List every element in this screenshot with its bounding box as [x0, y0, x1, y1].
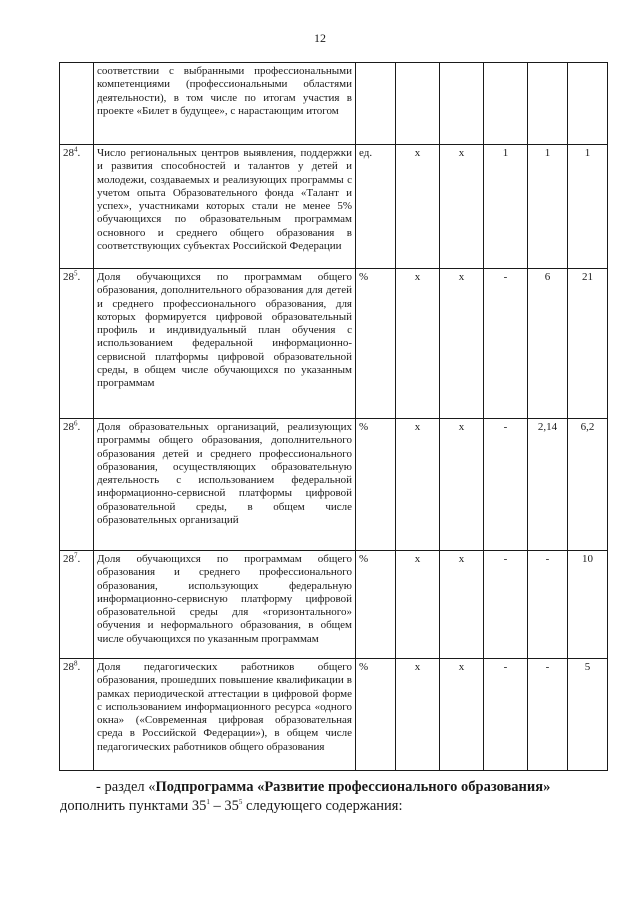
- row-unit: [356, 63, 396, 145]
- page-number: 12: [314, 31, 326, 45]
- row-value-c2: х: [440, 659, 484, 771]
- table-row: [60, 419, 608, 551]
- row-number-main: 28: [63, 421, 74, 433]
- row-number: $28^8$.: [60, 659, 94, 771]
- table-row: [60, 145, 608, 269]
- row-unit: ед.: [356, 145, 396, 269]
- row-description: Доля образовательных организаций, реализующих программы общего образования, дополнительного образования детей и среднего профессионального образования, осуществляющих образовательную деятельность с использованием федеральной информационно-сервисной платформы цифровой образовательной среды, в общем числе образовательных организаций: [94, 419, 356, 551]
- row-value-c4: -: [528, 551, 568, 659]
- closing-text-b: – 35: [209, 798, 239, 814]
- row-unit: %: [356, 419, 396, 551]
- row-value-c3: 1: [484, 145, 528, 269]
- row-description: соответствии с выбранными профессиональными компетенциями (профессиональными областями деятельности), в том числе по итогам участия в проекте «Билет в будущее», с нарастающим итогом: [94, 63, 356, 145]
- row-value-c5: 6,2: [568, 419, 608, 551]
- row-number: $28^7$.: [60, 551, 94, 659]
- table-row: [60, 551, 608, 659]
- row-value-c5: 5: [568, 659, 608, 771]
- row-number: [60, 63, 94, 145]
- closing-prefix: - раздел «: [96, 779, 156, 795]
- row-value-c3: [484, 63, 528, 145]
- row-value-c4: 1: [528, 145, 568, 269]
- row-value-c1: х: [396, 551, 440, 659]
- row-number: $28^6$.: [60, 419, 94, 551]
- row-value-c2: х: [440, 419, 484, 551]
- table-row: [60, 63, 608, 145]
- row-number: $28^5$.: [60, 269, 94, 419]
- row-value-c4: 2,14: [528, 419, 568, 551]
- row-value-c1: х: [396, 269, 440, 419]
- row-value-c3: -: [484, 269, 528, 419]
- row-value-c1: [396, 63, 440, 145]
- row-number-main: 28: [63, 271, 74, 283]
- row-value-c4: -: [528, 659, 568, 771]
- row-value-c2: х: [440, 551, 484, 659]
- closing-sup-1: 1: [206, 798, 210, 807]
- row-description: Число региональных центров выявления, поддержки и развития способностей и талантов у детей и молодежи, создаваемых и реализующих программы с учетом опыта Образовательного фонда «Талант и успех», участниками которых стали не менее 5% обучающихся по образовательным программам основного и среднего общего образования в соответствующих субъектах Российской Федерации: [94, 145, 356, 269]
- row-value-c5: 21: [568, 269, 608, 419]
- row-value-c3: -: [484, 419, 528, 551]
- row-description: Доля обучающихся по программам общего образования и среднего профессионального образования, использующих федеральную информационно-сервисную платформу цифровой образовательной среды для «горизонтального» обучения и неформального образования, в общем числе обучающихся по указанным программам: [94, 551, 356, 659]
- row-value-c3: -: [484, 551, 528, 659]
- row-value-c4: 6: [528, 269, 568, 419]
- row-unit: %: [356, 659, 396, 771]
- row-value-c3: -: [484, 659, 528, 771]
- indicators-table: [59, 62, 608, 771]
- row-number: $28^4$.: [60, 145, 94, 269]
- closing-sup-2: 5: [238, 798, 243, 807]
- row-unit: %: [356, 269, 396, 419]
- row-number-main: 28: [63, 553, 74, 565]
- table-row: [60, 269, 608, 419]
- row-description: Доля педагогических работников общего образования, прошедших повышение квалификации в рамках периодической аттестации в цифровой форме с использованием информационного ресурса «одного окна» («Современная цифровая образовательная среда в Российской Федерации»), в общем числе педагогических работников общего образования: [94, 659, 356, 771]
- row-value-c2: х: [440, 269, 484, 419]
- row-value-c4: [528, 63, 568, 145]
- row-value-c1: х: [396, 659, 440, 771]
- table-row: [60, 659, 608, 771]
- row-value-c1: х: [396, 419, 440, 551]
- row-value-c5: [568, 63, 608, 145]
- row-number-sup: 4: [74, 145, 78, 154]
- subprogram-title: Подпрограмма «Развитие профессионального образования»: [155, 779, 551, 795]
- row-number-sup: 6: [74, 419, 78, 428]
- closing-text-a: дополнить пунктами 35: [60, 798, 207, 814]
- row-number-main: 28: [63, 661, 74, 673]
- row-number-sup: 5: [74, 269, 78, 278]
- closing-paragraph: [60, 778, 611, 814]
- row-value-c2: х: [440, 145, 484, 269]
- row-value-c5: 10: [568, 551, 608, 659]
- row-number-sup: 8: [74, 659, 78, 668]
- row-description: Доля обучающихся по программам общего образования, дополнительного образования для детей и среднего профессионального образования, для которых формируется цифровой образовательный профиль и индивидуальный план обучения с использованием федеральной информационно-сервисной платформы цифровой образовательной среды, в общем числе обучающихся по указанным программам: [94, 269, 356, 419]
- closing-text-c: следующего содержания:: [242, 798, 403, 814]
- row-value-c5: 1: [568, 145, 608, 269]
- row-number-sup: 7: [74, 551, 78, 560]
- row-number-main: 28: [63, 147, 74, 159]
- row-value-c1: х: [396, 145, 440, 269]
- row-value-c2: [440, 63, 484, 145]
- row-unit: %: [356, 551, 396, 659]
- closing-line-2: [60, 797, 403, 816]
